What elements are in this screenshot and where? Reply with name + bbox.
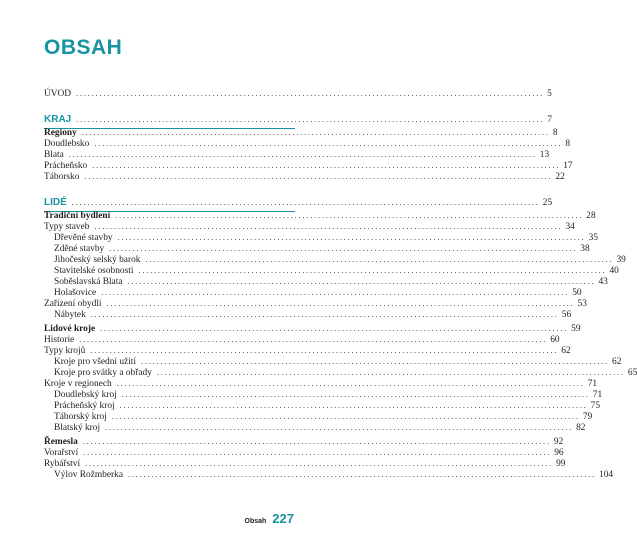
toc-entry-page: 62 bbox=[561, 346, 571, 356]
toc-entry-page: 13 bbox=[539, 150, 550, 160]
dot-leader: ........................................................................................................................ bbox=[111, 412, 580, 421]
dot-leader: ........................................................................................................................ bbox=[116, 379, 585, 388]
dot-leader: ........................................................................................................................ bbox=[82, 437, 551, 446]
dot-leader: ........................................................................................................................ bbox=[68, 150, 537, 159]
dot-leader: ........................................................................................................................ bbox=[94, 139, 563, 148]
toc-entry-label: Kroje pro všední užití bbox=[54, 357, 137, 367]
toc-entry-page: 104 bbox=[599, 470, 614, 480]
toc-entry-label: Jihočeský selský barok bbox=[54, 255, 141, 265]
toc-entry-page: 5 bbox=[547, 89, 552, 99]
toc-entry-label: Táborsko bbox=[44, 172, 80, 182]
toc-entry-label: Vorařství bbox=[44, 448, 79, 458]
toc-entry-label: Historie bbox=[44, 335, 75, 345]
toc-entry-page: 28 bbox=[586, 211, 596, 221]
toc-entry-label: Holašovice bbox=[54, 288, 97, 298]
toc-entry-label: Rybářství bbox=[44, 459, 81, 469]
toc-entry-page: 62 bbox=[612, 357, 622, 367]
toc-entry-page: 39 bbox=[616, 255, 626, 265]
toc-entry-label: Lidové kroje bbox=[44, 324, 96, 334]
toc-entry-label: Výlov Rožmberka bbox=[54, 470, 123, 480]
dot-leader: ........................................................................................................................ bbox=[76, 89, 545, 98]
toc-entry-page: 8 bbox=[565, 139, 570, 149]
dot-leader: ........................................................................................................................ bbox=[145, 255, 614, 264]
footer-section-label: Obsah bbox=[244, 518, 267, 525]
toc-entry-label: Zařízení obydlí bbox=[44, 299, 102, 309]
dot-leader: ........................................................................................................................ bbox=[156, 368, 625, 377]
toc-entry-label: Blatský kroj bbox=[54, 423, 101, 433]
toc-entry-page: 38 bbox=[580, 244, 590, 254]
toc-entry bbox=[44, 309, 572, 321]
toc-entry-label: Tradiční bydlení bbox=[44, 211, 111, 221]
toc-entry-page: 43 bbox=[598, 277, 608, 287]
dot-leader: ........................................................................................................................ bbox=[138, 266, 607, 275]
toc-entry-page: 50 bbox=[572, 288, 582, 298]
toc-entry-page: 25 bbox=[542, 198, 553, 208]
toc-section-entry bbox=[44, 197, 553, 209]
dot-leader: ........................................................................................................................ bbox=[84, 172, 553, 181]
toc-entry-page: 65 bbox=[627, 368, 637, 378]
toc-entry-label: Blata bbox=[44, 150, 64, 160]
toc-entry-page: 79 bbox=[582, 412, 593, 422]
toc-entry-page: 22 bbox=[555, 172, 565, 182]
toc-entry-label: Táborský kroj bbox=[54, 412, 107, 422]
dot-leader: ........................................................................................................................ bbox=[79, 335, 548, 344]
toc-entry-page: 40 bbox=[609, 266, 619, 276]
toc-entry-label: Kroje v regionech bbox=[44, 379, 112, 389]
toc-entry-label: ÚVOD bbox=[44, 89, 72, 99]
toc-entry-label: Soběslavská Blata bbox=[54, 277, 123, 287]
toc-entry-page: 17 bbox=[563, 161, 573, 171]
toc-entry-label: Typy krojů bbox=[44, 346, 86, 356]
dot-leader: ........................................................................................................................ bbox=[127, 277, 596, 286]
toc-entry bbox=[44, 88, 552, 100]
toc-entry-page: 96 bbox=[554, 448, 564, 458]
toc-entry-page: 59 bbox=[571, 324, 581, 334]
dot-leader: ........................................................................................................................ bbox=[101, 288, 570, 297]
toc-entry-page: 92 bbox=[553, 437, 564, 447]
toc-entry-page: 99 bbox=[556, 459, 566, 469]
toc-entry-page: 8 bbox=[552, 128, 558, 138]
toc-entry bbox=[44, 422, 586, 434]
toc-entry-label: Doudlebsko bbox=[44, 139, 90, 149]
toc-entry-page: 56 bbox=[561, 310, 572, 320]
toc-entry-label: Prácheňský kroj bbox=[54, 401, 115, 411]
dot-leader: ........................................................................................................................ bbox=[71, 198, 540, 207]
toc-entry-page: 82 bbox=[576, 423, 586, 433]
toc-entry-label: Nábytek bbox=[54, 310, 86, 320]
dot-leader: ........................................................................................................................ bbox=[117, 233, 586, 242]
dot-leader: ........................................................................................................................ bbox=[100, 324, 569, 333]
toc-entry-label: Řemesla bbox=[44, 437, 78, 447]
toc-entry-page: 34 bbox=[565, 222, 575, 232]
toc-entry bbox=[44, 171, 565, 183]
dot-leader: ........................................................................................................................ bbox=[105, 423, 574, 432]
dot-leader: ........................................................................................................................ bbox=[115, 211, 584, 220]
toc-section-entry bbox=[44, 114, 552, 126]
toc-entry-label: Stavitelské osobnosti bbox=[54, 266, 134, 276]
toc-entry-label: Dřevěné stavby bbox=[54, 233, 113, 243]
page-footer bbox=[245, 511, 295, 526]
dot-leader: ........................................................................................................................ bbox=[106, 299, 575, 308]
toc-entry-label: Zděné stavby bbox=[54, 244, 105, 254]
toc-entry-label: Prácheňsko bbox=[44, 161, 88, 171]
toc-entry-label: Regiony bbox=[44, 128, 77, 138]
footer-page-number: 227 bbox=[272, 511, 294, 526]
dot-leader: ........................................................................................................................ bbox=[83, 448, 552, 457]
toc-entry-page: 71 bbox=[587, 379, 598, 389]
toc-entry-label: Typy staveb bbox=[44, 222, 90, 232]
dot-leader: ........................................................................................................................ bbox=[92, 161, 561, 170]
toc-entry-page: 35 bbox=[588, 233, 598, 243]
dot-leader: ........................................................................................................................ bbox=[128, 470, 596, 479]
dot-leader: ........................................................................................................................ bbox=[94, 222, 563, 231]
dot-leader: ........................................................................................................................ bbox=[76, 115, 545, 124]
toc-entry-page: 75 bbox=[590, 401, 601, 411]
page-title: OBSAH bbox=[44, 36, 123, 59]
toc-entry-label: KRAJ bbox=[44, 114, 72, 125]
dot-leader: ........................................................................................................................ bbox=[85, 459, 554, 468]
dot-leader: ........................................................................................................................ bbox=[81, 128, 550, 137]
dot-leader: ........................................................................................................................ bbox=[121, 390, 590, 399]
dot-leader: ........................................................................................................................ bbox=[119, 401, 588, 410]
toc-entry-page: 71 bbox=[592, 390, 603, 400]
dot-leader: ........................................................................................................................ bbox=[109, 244, 578, 253]
toc-entry-page: 53 bbox=[577, 299, 587, 309]
toc-entry-label: Kroje pro svátky a obřady bbox=[54, 368, 152, 378]
dot-leader: ........................................................................................................................ bbox=[90, 310, 559, 319]
dot-leader: ........................................................................................................................ bbox=[141, 357, 610, 366]
toc-entry-label: Doudlebský kroj bbox=[54, 390, 117, 400]
dot-leader: ........................................................................................................................ bbox=[90, 346, 559, 355]
toc-entry-page: 60 bbox=[550, 335, 560, 345]
toc-entry bbox=[44, 469, 614, 481]
toc-entry-page: 7 bbox=[547, 115, 552, 125]
toc-entry-label: LIDÉ bbox=[44, 197, 67, 208]
